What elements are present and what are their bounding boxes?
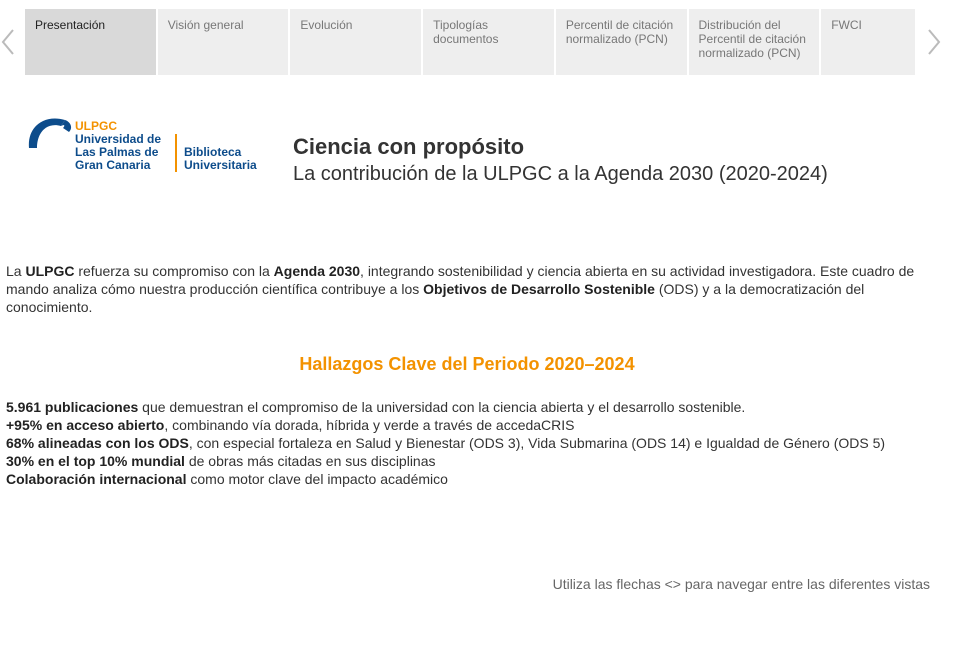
tab-evolucion[interactable]: Evolución bbox=[290, 9, 421, 75]
finding-highlight: 68% alineadas con los ODS bbox=[6, 435, 189, 451]
finding-highlight: +95% en acceso abierto bbox=[6, 417, 165, 433]
intro-text-3: , integrando sostenibilidad y ciencia abierta en su actividad investigadora. Este cuadro de mando analiza cómo nuestra producción científica contribuye a los bbox=[6, 263, 915, 297]
tab-tipologias-documentos[interactable]: Tipologías documentos bbox=[423, 9, 554, 75]
view-tabs bbox=[25, 9, 915, 75]
tab-fwci[interactable]: FWCI bbox=[821, 9, 915, 75]
finding-highlight: 30% en el top 10% mundial bbox=[6, 453, 185, 469]
logo-library-name: Biblioteca Universitaria bbox=[184, 145, 257, 172]
logo-university-name: Universidad de Las Palmas de Gran Canaria bbox=[75, 132, 162, 172]
finding-text: que demuestran el compromiso de la universidad con la ciencia abierta y el desarrollo sostenible. bbox=[138, 399, 746, 415]
tab-distribucion-pcn[interactable]: Distribución del Percentil de citación normalizado (PCN) bbox=[689, 9, 820, 75]
ulpgc-logo bbox=[25, 112, 275, 174]
chevron-left-icon bbox=[0, 28, 16, 56]
intro-text-1: La bbox=[6, 263, 26, 279]
navigation-hint: Utiliza las flechas <> para navegar entre las diferentes vistas bbox=[552, 576, 930, 592]
chevron-right-icon bbox=[926, 28, 942, 56]
page-title: Ciencia con propósito bbox=[293, 134, 525, 159]
next-view-button[interactable] bbox=[926, 28, 942, 56]
tab-presentacion[interactable]: Presentación bbox=[25, 9, 156, 75]
finding-text: de obras más citadas en sus disciplinas bbox=[184, 453, 436, 469]
finding-text: como motor clave del impacto académico bbox=[186, 471, 448, 487]
finding-text: , con especial fortaleza en Salud y Bienestar (ODS 3), Vida Submarina (ODS 14) e Igualdad de Género (ODS 5) bbox=[188, 435, 886, 451]
tab-pcn[interactable]: Percentil de citación normalizado (PCN) bbox=[556, 9, 687, 75]
finding-item bbox=[6, 398, 938, 416]
finding-item bbox=[6, 452, 938, 470]
tab-vision-general[interactable]: Visión general bbox=[158, 9, 289, 75]
finding-item bbox=[6, 416, 938, 434]
finding-item bbox=[6, 470, 938, 488]
page-subtitle: La contribución de la ULPGC a la Agenda 2030 (2020-2024) bbox=[293, 163, 828, 185]
finding-item bbox=[6, 434, 938, 452]
intro-text-4: (ODS) y a la democratización del conocimiento. bbox=[6, 281, 865, 315]
intro-bold-agenda: Agenda 2030 bbox=[273, 263, 361, 279]
finding-highlight: Colaboración internacional bbox=[6, 471, 187, 487]
intro-bold-ulpgc: ULPGC bbox=[25, 263, 75, 279]
intro-bold-ods: Objetivos de Desarrollo Sostenible bbox=[423, 281, 655, 297]
findings-title: Hallazgos Clave del Periodo 2020–2024 bbox=[299, 354, 635, 374]
prev-view-button[interactable] bbox=[0, 28, 16, 56]
intro-paragraph bbox=[6, 262, 936, 316]
logo-divider bbox=[175, 134, 177, 172]
findings-list bbox=[6, 398, 938, 488]
finding-highlight: 5.961 publicaciones bbox=[6, 399, 139, 415]
ulpgc-emblem-icon bbox=[25, 112, 73, 152]
logo-acronym: ULPGC bbox=[75, 119, 117, 133]
intro-text-2: refuerza su compromiso con la bbox=[74, 263, 274, 279]
finding-text: , combinando vía dorada, híbrida y verde a través de accedaCRIS bbox=[164, 417, 575, 433]
